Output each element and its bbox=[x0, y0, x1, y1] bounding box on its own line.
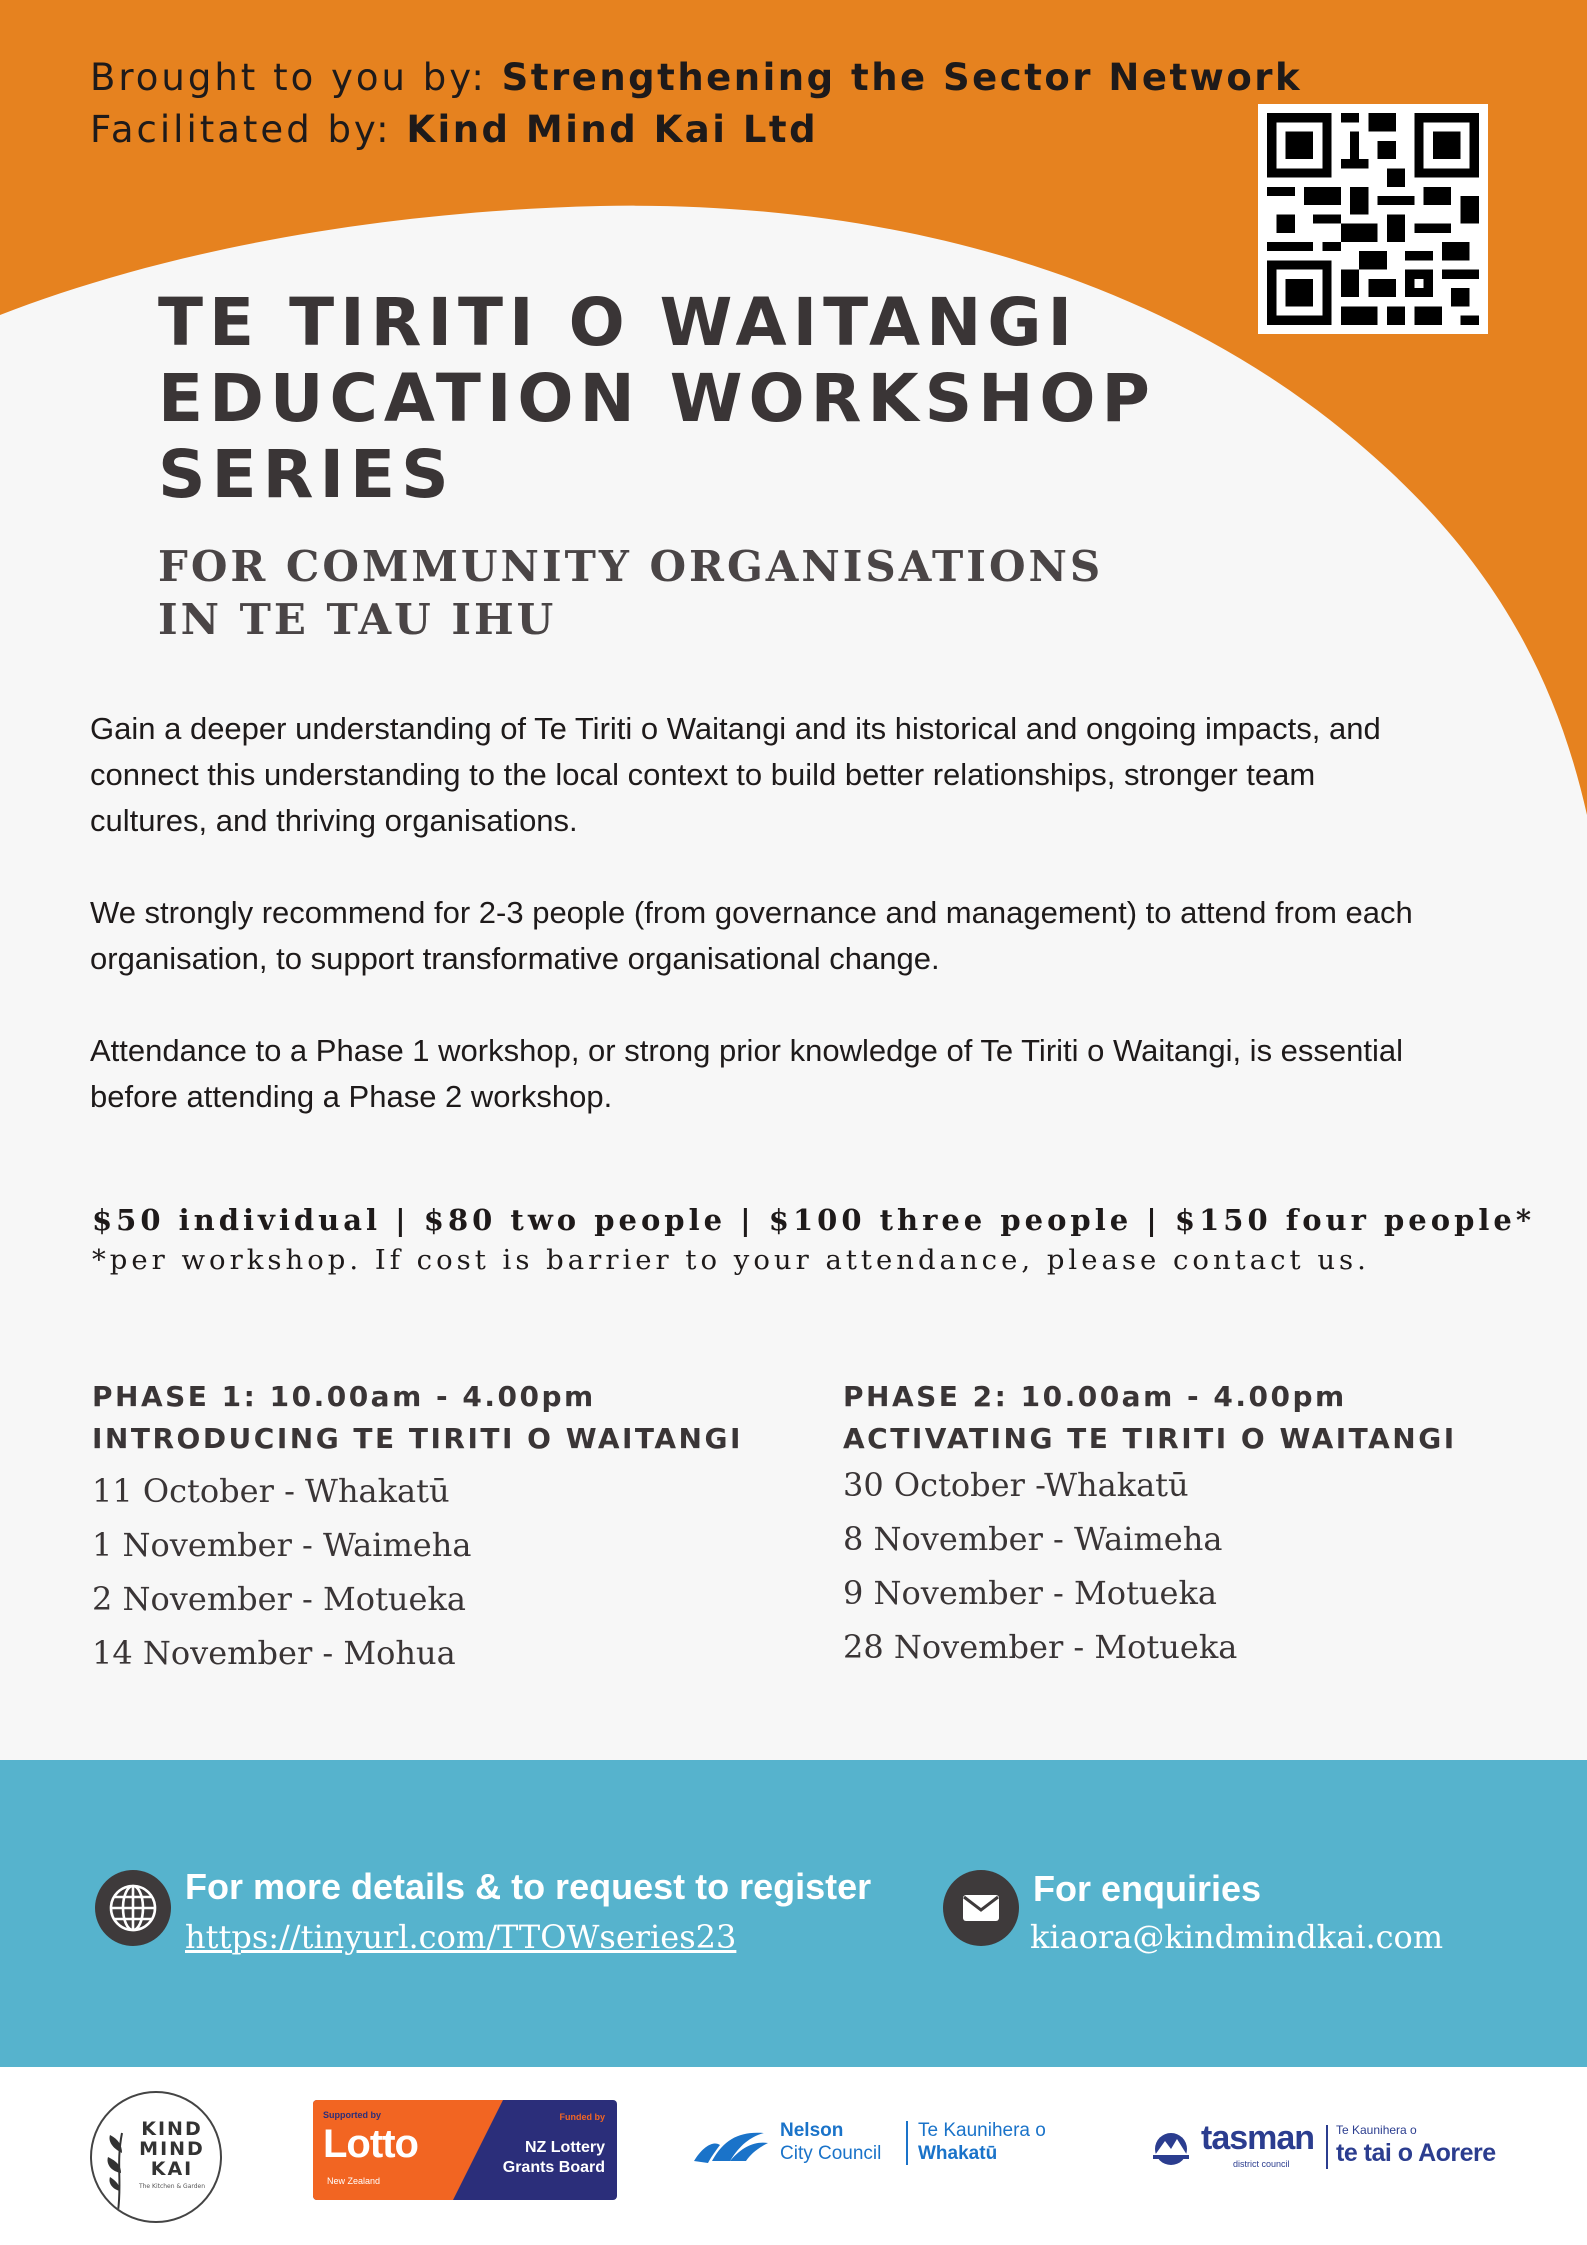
phase-1-header: PHASE 1: 10.00am - 4.00pm bbox=[92, 1380, 596, 1413]
pricing bbox=[92, 1200, 1535, 1280]
intro-text bbox=[90, 706, 1430, 1166]
contact-section bbox=[0, 1760, 1587, 2067]
phase-1-dates bbox=[92, 1464, 792, 1680]
lotto-logo: Supported by Lotto New Zealand Funded by NZ Lottery Grants Board bbox=[313, 2100, 617, 2200]
enquiries-email[interactable]: kiaora@kindmindkai.com bbox=[1030, 1918, 1444, 1956]
list-item: 1 November - Waimeha bbox=[92, 1526, 472, 1564]
brought-by-line: Brought to you by: Strengthening the Sector Network bbox=[90, 56, 1303, 99]
phase-1-schedule bbox=[92, 1376, 792, 1680]
list-item: 9 November - Motueka bbox=[843, 1574, 1217, 1612]
intro-paragraph-1: Gain a deeper understanding of Te Tiriti o Waitangi and its historical and ongoing impacts, and connect this understanding to the local context to build better relationships, stronger team cultures, and thriving organisations. bbox=[90, 711, 1381, 838]
credits bbox=[90, 52, 1302, 156]
subtitle-line-2: IN TE TAU IHU bbox=[158, 595, 557, 644]
list-item: 11 October - Whakatū bbox=[92, 1472, 450, 1510]
page-subtitle bbox=[158, 540, 1158, 646]
kind-mind-kai-logo: KIND MIND KAI The Kitchen & Garden bbox=[90, 2091, 222, 2223]
tasman-district-council-logo: tasman district council Te Kaunihera o te tai o Aorere bbox=[1143, 2119, 1523, 2179]
mail-icon bbox=[943, 1870, 1019, 1946]
list-item: 8 November - Waimeha bbox=[843, 1520, 1223, 1558]
register-title: For more details & to request to register bbox=[185, 1866, 872, 1907]
list-item: 30 October -Whakatū bbox=[843, 1466, 1189, 1504]
phase-2-schedule bbox=[843, 1376, 1543, 1674]
price-line: $50 individual | $80 two people | $100 three people | $150 four people* bbox=[92, 1203, 1535, 1237]
title-line-1: TE TIRITI O WAITANGI bbox=[158, 284, 1079, 361]
phase-2-name: ACTIVATING TE TIRITI O WAITANGI bbox=[843, 1422, 1457, 1455]
enquiries-title: For enquiries bbox=[1033, 1868, 1262, 1909]
list-item: 28 November - Motueka bbox=[843, 1628, 1238, 1666]
register-link[interactable]: https://tinyurl.com/TTOWseries23 bbox=[185, 1918, 737, 1956]
intro-paragraph-2: We strongly recommend for 2-3 people (from governance and management) to attend from each organisation, to support transformative organisational change. bbox=[90, 895, 1413, 976]
phase-2-dates bbox=[843, 1458, 1543, 1674]
facilitated-by-line: Facilitated by: Kind Mind Kai Ltd bbox=[90, 108, 819, 151]
price-note: *per workshop. If cost is barrier to your attendance, please contact us. bbox=[92, 1244, 1370, 1276]
mountain-icon bbox=[1143, 2127, 1199, 2167]
intro-paragraph-3: Attendance to a Phase 1 workshop, or strong prior knowledge of Te Tiriti o Waitangi, is essential before attending a Phase 2 workshop. bbox=[90, 1033, 1404, 1114]
phase-2-header: PHASE 2: 10.00am - 4.00pm bbox=[843, 1380, 1347, 1413]
list-item: 2 November - Motueka bbox=[92, 1580, 466, 1618]
globe-icon bbox=[95, 1870, 171, 1946]
page-title bbox=[158, 285, 1158, 513]
wave-icon bbox=[690, 2127, 770, 2167]
qr-code-icon[interactable] bbox=[1258, 104, 1488, 334]
phase-1-name: INTRODUCING TE TIRITI O WAITANGI bbox=[92, 1422, 743, 1455]
list-item: 14 November - Mohua bbox=[92, 1634, 456, 1672]
title-line-3: SERIES bbox=[158, 436, 455, 513]
title-line-2: EDUCATION WORKSHOP bbox=[158, 360, 1156, 437]
nelson-city-council-logo: Nelson City Council Te Kaunihera o Whakatū bbox=[690, 2117, 1070, 2177]
subtitle-line-1: FOR COMMUNITY ORGANISATIONS bbox=[158, 542, 1104, 591]
footer-sponsors bbox=[0, 2067, 1587, 2245]
